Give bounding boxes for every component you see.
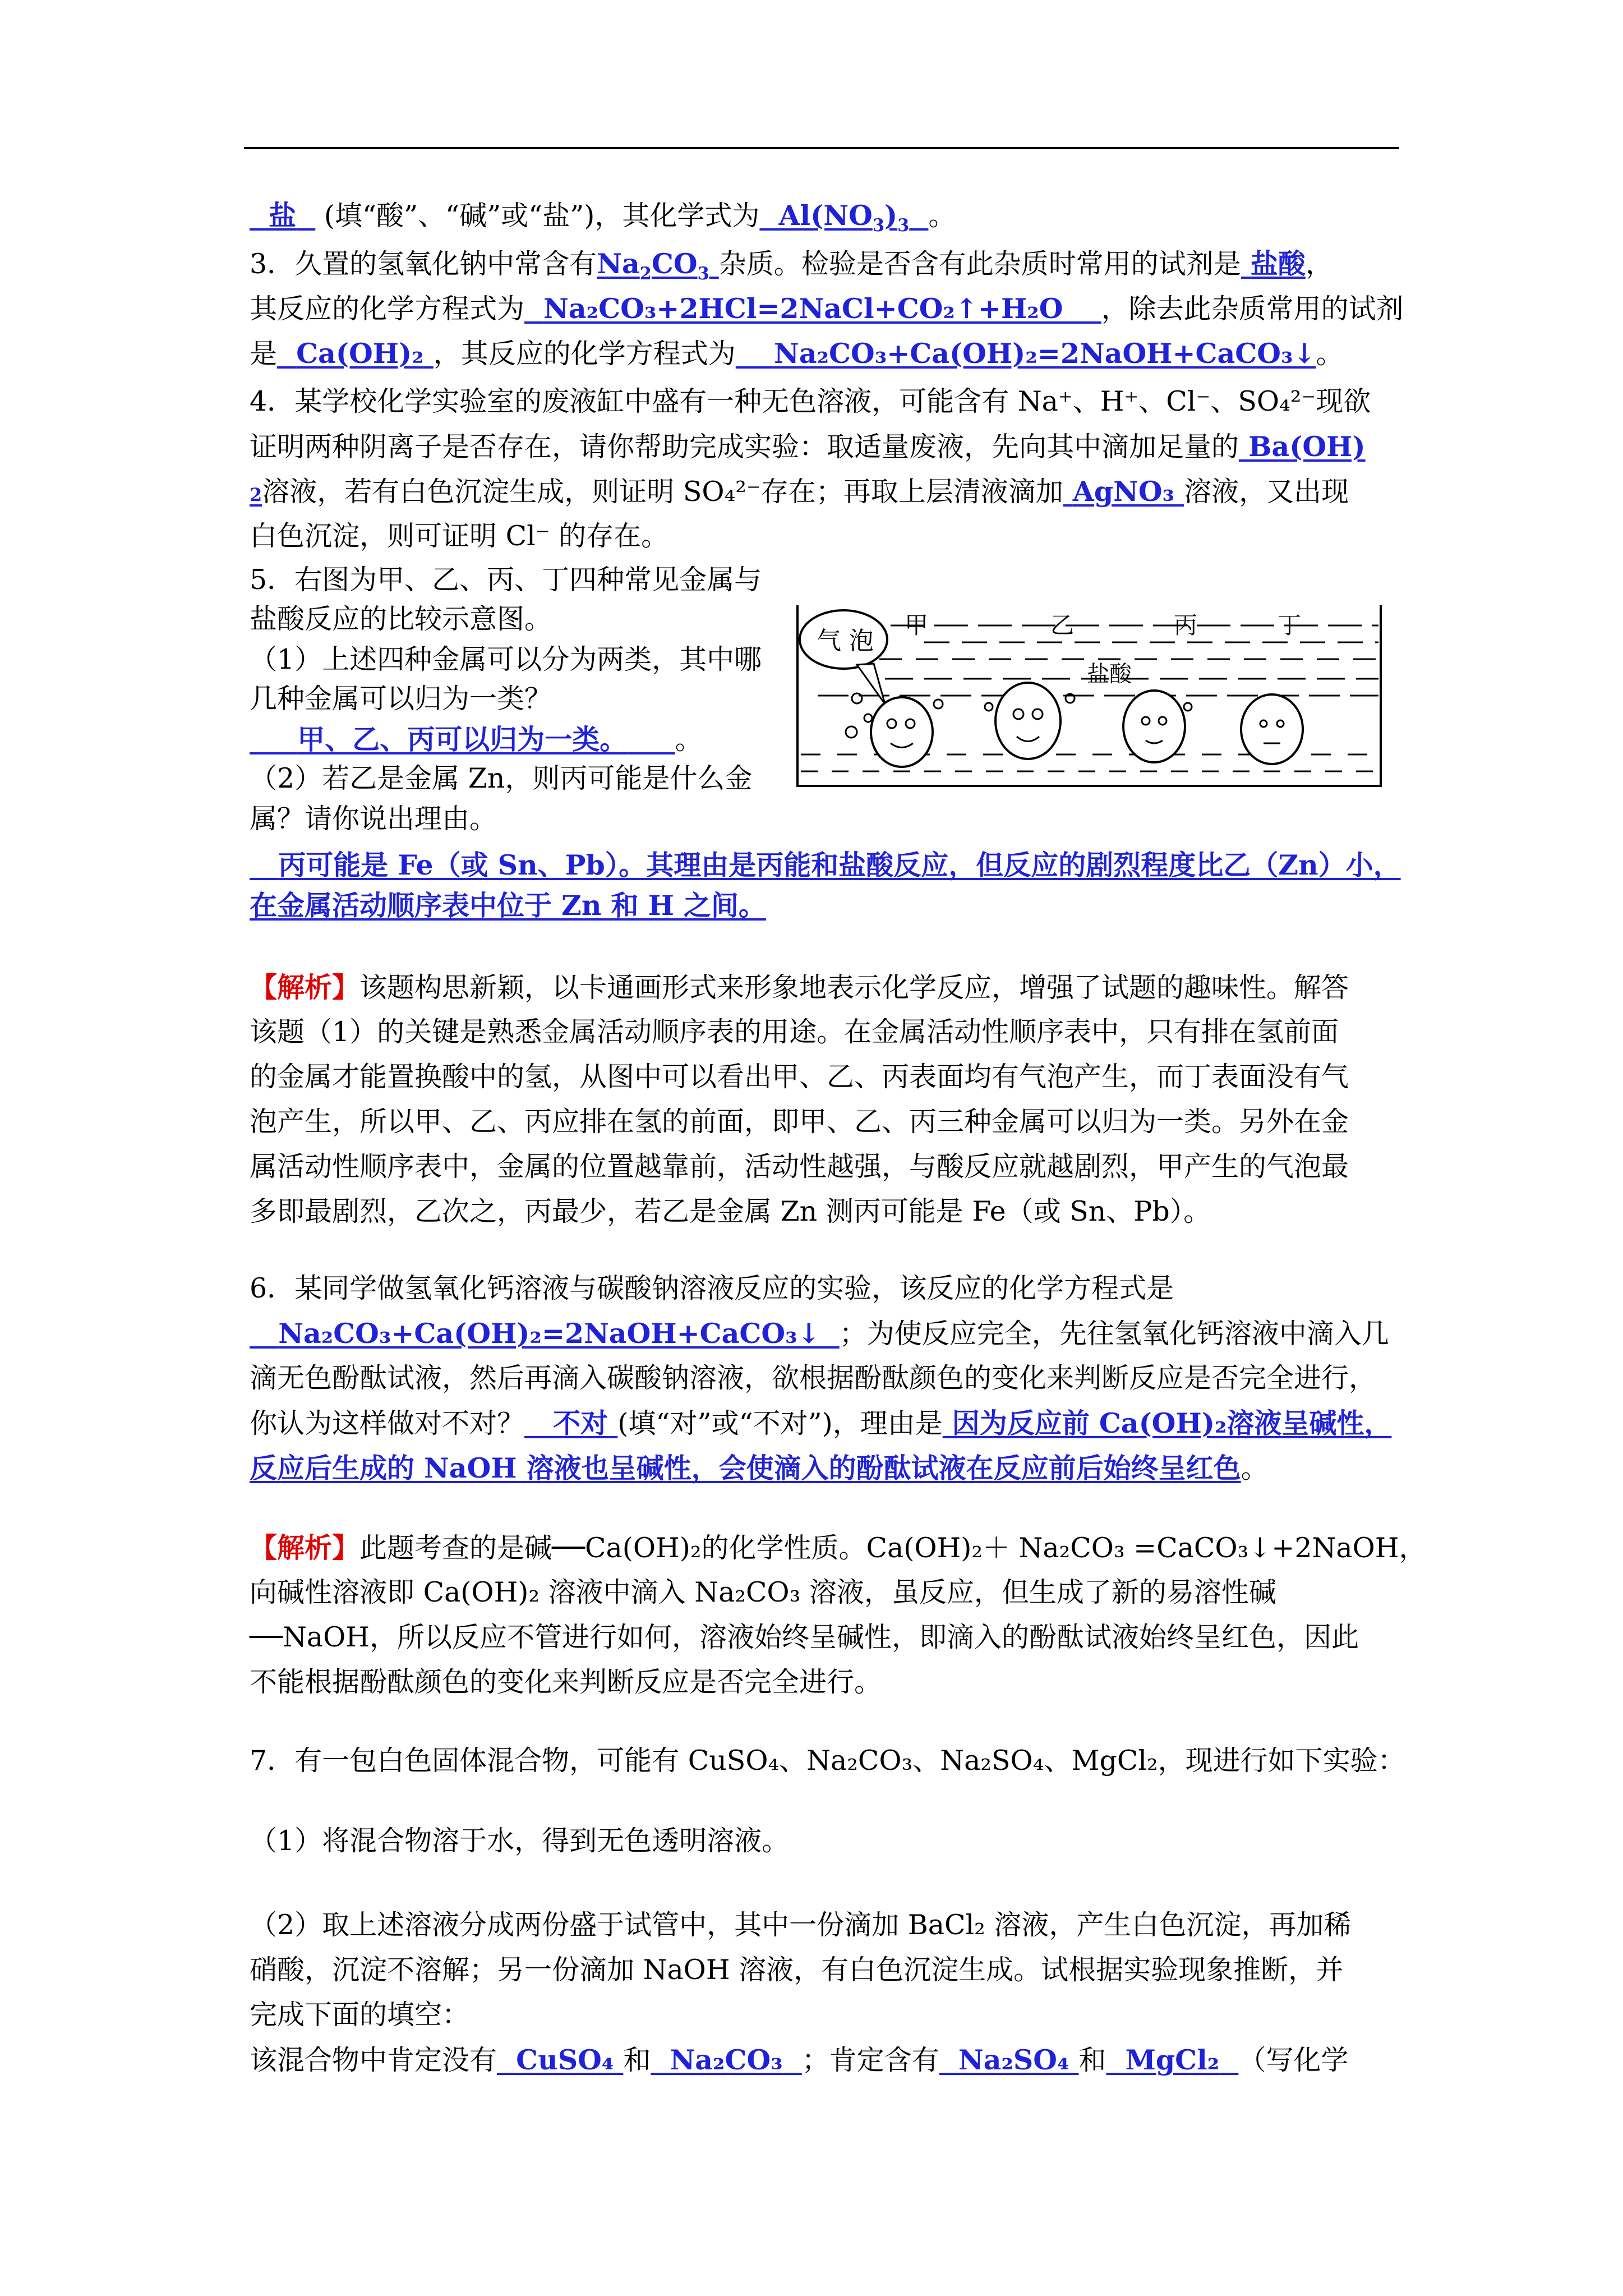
q4-answer-baoh-sub: 2 [250, 484, 262, 505]
ex1-line-6: 多即最剧烈，乙次之，丙最少，若乙是金属 Zn 测丙可能是 Fe（或 Sn、Pb）。 [250, 1195, 1211, 1227]
q7-answer-present-1: Na₂SO₄ [958, 2044, 1069, 2076]
q7-line-5: 完成下面的填空： [250, 1999, 470, 2031]
q5-line-8 [250, 847, 1405, 884]
q6-answer-reason-1: 因为反应前 Ca(OH)₂溶液呈碱性， [952, 1407, 1392, 1439]
q7-line-3: （2）取上述溶液分成两份盛于试管中，其中一份滴加 BaCl₂ 溶液，产生白色沉淀，再加稀 [250, 1909, 1352, 1941]
bubble-label: 气 泡 [817, 627, 874, 655]
q5-answer-1: 甲、乙、丙可以归为一类。 [297, 723, 628, 756]
metal-label-bing: 丙 [1174, 611, 1198, 639]
q7-answer-present-2: MgCl₂ [1125, 2044, 1220, 2076]
q3-line-3: 是 Ca(OH)₂ ，其反应的化学方程式为 Na₂CO₃+Ca(OH)₂=2NaOH+CaCO₃↓。 [250, 337, 1344, 370]
q5-answer-2a: 丙可能是 Fe（或 Sn、Pb）。其理由是丙能和盐酸反应，但反应的剧烈程度比乙（Zn）小， [278, 849, 1401, 881]
q2-answer-1: 盐 [269, 199, 297, 232]
q4-answer-baoh: Ba(OH) [1248, 430, 1366, 463]
q7-line-1: 7．有一包白色固体混合物，可能有 CuSO₄、Na₂CO₃、Na₂SO₄、MgCl₂，现进行如下实验： [250, 1745, 1405, 1777]
metal-label-jia: 甲 [905, 611, 929, 639]
q2-answer-2: $Al(NO_3)_3$ [778, 199, 910, 236]
metal-yi-character [995, 683, 1061, 759]
q5-line-2: 盐酸反应的比较示意图。 [250, 603, 552, 635]
analysis-tag-1: 【解析】 [250, 971, 360, 1004]
q5-line-7: 属？请你说出理由。 [250, 803, 497, 835]
q5-line-4: 几种金属可以归为一类？ [250, 683, 552, 715]
metals-acid-figure [795, 586, 1383, 789]
q5-line-3: （1）上述四种金属可以分为两类，其中哪 [250, 643, 762, 675]
q6-answer-reason-2: 反应后生成的 NaOH 溶液也呈碱性，会使滴入的酚酞试液在反应前后始终呈红色 [250, 1452, 1241, 1484]
ex1-line-1: 【解析】该题构思新颖，以卡通画形式来形象地表示化学反应，增强了试题的趣味性。解答 [250, 971, 1349, 1004]
q7-line-4: 硝酸，沉淀不溶解；另一份滴加 NaOH 溶液，有白色沉淀生成。试根据实验现象推断，并 [250, 1954, 1344, 1986]
q4-line-4: 白色沉淀，则可证明 Cl⁻ 的存在。 [250, 520, 669, 552]
q4-line-1: 4．某学校化学实验室的废液缸中盛有一种无色溶液，可能含有 Na⁺、H⁺、Cl⁻、SO₄²⁻现欲 [250, 385, 1371, 417]
q5-line-5: 甲、乙、丙可以归为一类。 。 [250, 721, 1405, 758]
q5-line-1: 5．右图为甲、乙、丙、丁四种常见金属与 [250, 564, 762, 596]
metal-label-ding: 丁 [1278, 611, 1302, 639]
q3-answer-remove-equation: Na₂CO₃+Ca(OH)₂=2NaOH+CaCO₃↓ [774, 337, 1316, 370]
q5-line-9 [250, 887, 1405, 924]
q3-answer-equation: Na₂CO₃+2HCl=2NaCl+CO₂↑+H₂O [543, 292, 1063, 325]
q2-line: 盐 (填“酸”、“碱”或“盐”)，其化学式为 $Al(NO_3)_3$ 。 [250, 197, 1405, 234]
q3-answer-remove-reagent: Ca(OH)₂ [296, 337, 424, 370]
q6-line-4: 你认为这样做对不对？ 不对 (填“对”或“不对”)，理由是 因为反应前 Ca(OH)₂溶液呈碱性， [250, 1407, 1392, 1439]
q4-answer-agno3: AgNO₃ [1072, 475, 1175, 508]
q7-line-2: （1）将混合物溶于水，得到无色透明溶液。 [250, 1825, 790, 1857]
ex2-line-3: ──NaOH，所以反应不管进行如何，溶液始终呈碱性，即滴入的酚酞试液始终呈红色，因此 [250, 1621, 1359, 1653]
q6-line-1: 6．某同学做氢氧化钙溶液与碳酸钠溶液反应的实验，该反应的化学方程式是 [250, 1272, 1174, 1304]
ex1-line-3: 的金属才能置换酸中的氢，从图中可以看出甲、乙、丙表面均有气泡产生，而丁表面没有气 [250, 1061, 1349, 1093]
q7-line-6: 该混合物中肯定没有 CuSO₄ 和 Na₂CO₃ ；肯定含有 Na₂SO₄ 和 MgCl₂ （写化学 [250, 2044, 1349, 2076]
analysis-tag-2: 【解析】 [250, 1531, 360, 1564]
metal-bing-character [1123, 691, 1185, 762]
q5-answer-2b: 在金属活动顺序表中位于 Zn 和 H 之间。 [250, 889, 766, 922]
q7-answer-absent-2: Na₂CO₃ [670, 2044, 783, 2076]
q6-line-2: Na₂CO₃+Ca(OH)₂=2NaOH+CaCO₃↓ ；为使反应完全，先往氢氧化钙溶液中滴入几 [250, 1315, 1405, 1352]
header-rule [244, 147, 1399, 149]
q3-answer-reagent: 盐酸 [1250, 247, 1306, 280]
ex1-line-5: 属活动性顺序表中，金属的位置越靠前，活动性越强，与酸反应就越剧烈，甲产生的气泡最 [250, 1151, 1349, 1182]
ex1-line-4: 泡产生，所以甲、乙、丙应排在氢的前面，即甲、乙、丙三种金属可以归为一类。另外在金 [250, 1106, 1349, 1138]
ex1-line-2: 该题（1）的关键是熟悉金属活动顺序表的用途。在金属活动性顺序表中，只有排在氢前面 [250, 1016, 1339, 1048]
q4-line-2: 证明两种阴离子是否存在，请你帮助完成实验：取适量废液，先向其中滴加足量的 Ba(OH) [250, 430, 1366, 463]
q6-line-3: 滴无色酚酞试液，然后再滴入碳酸钠溶液，欲根据酚酞颜色的变化来判断反应是否完全进行， [250, 1362, 1377, 1394]
ex2-line-1: 【解析】此题考查的是碱──Ca(OH)₂的化学性质。Ca(OH)₂＋ Na₂CO₃ =CaCO₃↓+2NaOH， [250, 1531, 1427, 1564]
metal-jia-character [871, 697, 933, 767]
q6-answer-equation: Na₂CO₃+Ca(OH)₂=2NaOH+CaCO₃↓ [278, 1317, 820, 1350]
ex2-line-4: 不能根据酚酞颜色的变化来判断反应是否完全进行。 [250, 1666, 882, 1698]
acid-label: 盐酸 [1087, 661, 1132, 687]
ex2-line-2: 向碱性溶液即 Ca(OH)₂ 溶液中滴入 Na₂CO₃ 溶液，虽反应，但生成了新的易溶性碱 [250, 1576, 1276, 1608]
q3-answer-impurity: $Na_2CO_3$ [597, 247, 709, 284]
q3-line-2: 其反应的化学方程式为 Na₂CO₃+2HCl=2NaCl+CO₂↑+H₂O ，除去此杂质常用的试剂 [250, 292, 1404, 325]
q3-line-1: 3．久置的氢氧化钠中常含有$Na_2CO_3$ 杂质。检验是否含有此杂质时常用的试剂是 盐酸， [250, 247, 1333, 284]
q6-line-5: 反应后生成的 NaOH 溶液也呈碱性，会使滴入的酚酞试液在反应前后始终呈红色。 [250, 1452, 1269, 1484]
q4-line-3: 2溶液，若有白色沉淀生成，则证明 SO₄²⁻存在；再取上层清液滴加 AgNO₃ 溶液，又出现 [250, 475, 1349, 508]
q5-line-6: （2）若乙是金属 Zn，则丙可能是什么金 [250, 762, 753, 794]
q7-answer-absent-1: CuSO₄ [516, 2044, 614, 2076]
metal-ding-character [1241, 694, 1303, 764]
q6-answer-judge: 不对 [553, 1407, 608, 1439]
metal-label-yi: 乙 [1050, 611, 1075, 639]
